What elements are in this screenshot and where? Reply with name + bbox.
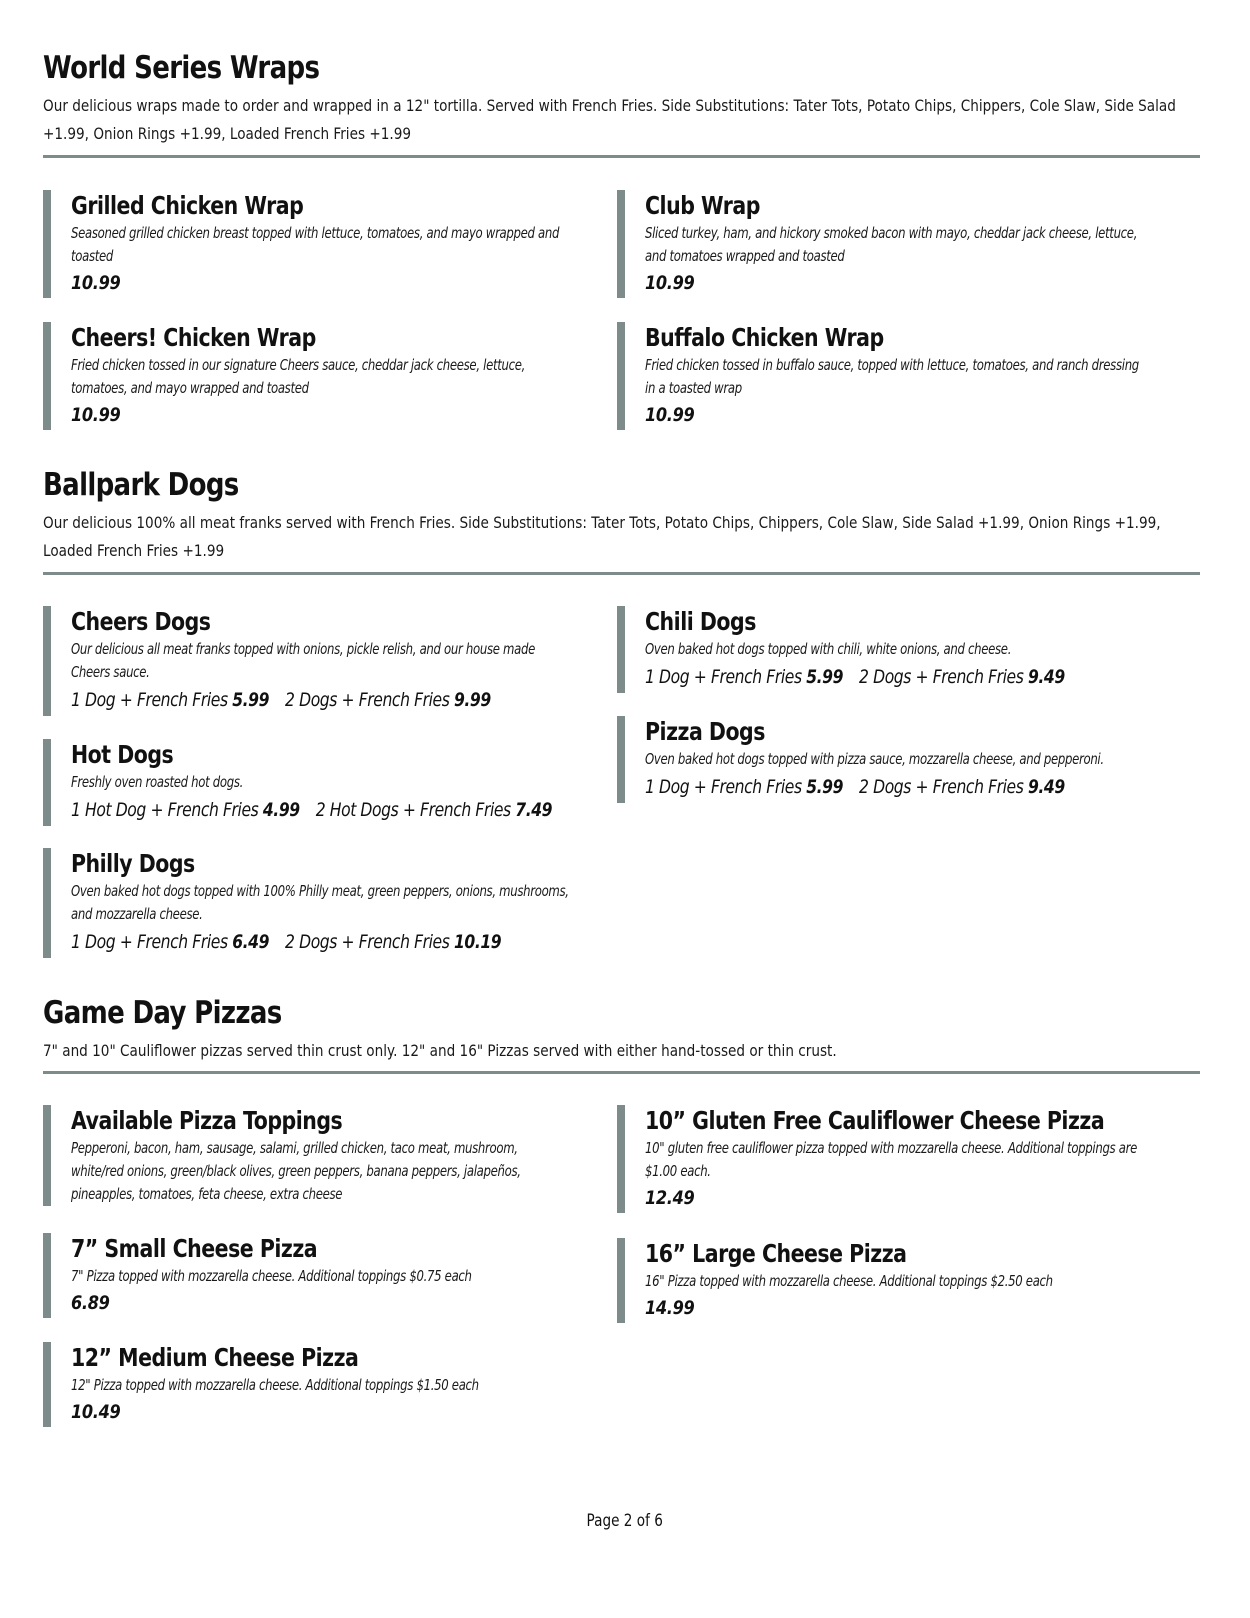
menu-item-buffalo-chicken-wrap xyxy=(617,322,1177,430)
item-description: Seasoned grilled chicken breast topped with lettuce, tomatoes, and mayo wrapped and toasted xyxy=(71,224,560,265)
item-name: Philly Dogs xyxy=(71,849,195,878)
menu-item-cheers-dogs xyxy=(43,606,603,716)
menu-item-gluten-free-pizza xyxy=(617,1105,1177,1213)
item-description: Sliced turkey, ham, and hickory smoked bacon with mayo, cheddar jack cheese, lettuce, and tomatoes wrapped and toasted xyxy=(645,224,1138,265)
section-divider xyxy=(43,155,1200,158)
section-description: 7" and 10" Cauliflower pizzas served thin crust only. 12" and 16" Pizzas served with either hand-tossed or thin crust. xyxy=(43,1041,837,1060)
item-name: Pizza Dogs xyxy=(645,717,765,746)
section-divider xyxy=(43,572,1200,575)
menu-item-pizza-dogs xyxy=(617,716,1177,803)
price-option: 2 Dogs + French Fries 9.99 xyxy=(285,689,491,711)
section-description: Our delicious 100% all meat franks served with French Fries. Side Substitutions: Tater Tots, Potato Chips, Chippers, Cole Slaw, Side Salad +1.99, Onion Rings +1.99, Loaded French Fries +1.99 xyxy=(43,513,1161,560)
item-price: 10.99 xyxy=(71,272,121,294)
item-description: 7" Pizza topped with mozzarella cheese. Additional toppings $0.75 each xyxy=(71,1267,472,1285)
item-description: Oven baked hot dogs topped with pizza sauce, mozzarella cheese, and pepperoni. xyxy=(645,750,1104,768)
price-option: 2 Dogs + French Fries 9.49 xyxy=(859,776,1065,798)
item-description: Fried chicken tossed in our signature Cheers sauce, cheddar jack cheese, lettuce, tomatoes, and mayo wrapped and toasted xyxy=(71,356,526,397)
item-price: 12.49 xyxy=(645,1187,695,1209)
section-title: Ballpark Dogs xyxy=(43,467,239,503)
item-price: 10.99 xyxy=(645,272,695,294)
price-option: 1 Dog + French Fries 6.49 xyxy=(71,931,270,953)
item-name: Cheers Dogs xyxy=(71,607,211,636)
price-options xyxy=(71,684,507,716)
price-options xyxy=(645,661,1081,693)
item-name: Chili Dogs xyxy=(645,607,756,636)
menu-item-small-cheese-pizza xyxy=(43,1233,603,1318)
price-options xyxy=(71,794,553,826)
price-options xyxy=(71,926,507,958)
section-wraps xyxy=(43,48,1200,148)
item-name: Available Pizza Toppings xyxy=(71,1106,343,1135)
price-option: 2 Dogs + French Fries 9.49 xyxy=(859,666,1065,688)
price-option: 2 Hot Dogs + French Fries 7.49 xyxy=(315,799,553,821)
section-description: Our delicious wraps made to order and wrapped in a 12" tortilla. Served with French Fries. Side Substitutions: Tater Tots, Potato Chips, Chippers, Cole Slaw, Side Salad +1.99, Onion Rings +1.99, Loaded French Fries +1.99 xyxy=(43,96,1176,143)
section-pizzas xyxy=(43,993,1200,1065)
menu-item-pizza-toppings xyxy=(43,1105,603,1206)
item-name: 12” Medium Cheese Pizza xyxy=(71,1343,359,1372)
item-description: Pepperoni, bacon, ham, sausage, salami, grilled chicken, taco meat, mushroom, white/red onions, green/black olives, green peppers, banana peppers, jalapeños, pineapples, tomatoes, feta cheese, extra cheese xyxy=(71,1139,521,1203)
item-name: Club Wrap xyxy=(645,191,760,220)
item-description: Oven baked hot dogs topped with 100% Philly meat, green peppers, onions, mushrooms, and mozzarella cheese. xyxy=(71,882,569,923)
menu-page xyxy=(43,0,1200,1618)
section-divider xyxy=(43,1071,1200,1074)
menu-item-grilled-chicken-wrap xyxy=(43,190,603,298)
price-option: 1 Dog + French Fries 5.99 xyxy=(645,776,844,798)
page-number: Page 2 of 6 xyxy=(586,1511,664,1531)
item-price: 10.99 xyxy=(645,404,695,426)
item-name: 16” Large Cheese Pizza xyxy=(645,1239,907,1268)
item-price: 6.89 xyxy=(71,1292,110,1314)
section-title: Game Day Pizzas xyxy=(43,995,282,1031)
item-name: Buffalo Chicken Wrap xyxy=(645,323,884,352)
menu-item-hot-dogs xyxy=(43,739,603,826)
item-description: Freshly oven roasted hot dogs. xyxy=(71,773,244,791)
price-options xyxy=(645,771,1081,803)
menu-item-club-wrap xyxy=(617,190,1177,298)
menu-item-medium-cheese-pizza xyxy=(43,1342,603,1427)
item-description: 10" gluten free cauliflower pizza topped with mozzarella cheese. Additional toppings are $1.00 each. xyxy=(645,1139,1137,1180)
item-name: Cheers! Chicken Wrap xyxy=(71,323,316,352)
menu-item-large-cheese-pizza xyxy=(617,1238,1177,1323)
item-description: Our delicious all meat franks topped with onions, pickle relish, and our house made Cheers sauce. xyxy=(71,640,535,681)
menu-item-chili-dogs xyxy=(617,606,1177,693)
section-title: World Series Wraps xyxy=(43,50,320,86)
section-dogs xyxy=(43,465,1200,565)
item-name: Hot Dogs xyxy=(71,740,174,769)
item-name: 7” Small Cheese Pizza xyxy=(71,1234,318,1263)
price-option: 1 Dog + French Fries 5.99 xyxy=(71,689,270,711)
price-option: 1 Dog + French Fries 5.99 xyxy=(645,666,844,688)
item-name: 10” Gluten Free Cauliflower Cheese Pizza xyxy=(645,1106,1105,1135)
price-option: 1 Hot Dog + French Fries 4.99 xyxy=(71,799,300,821)
item-price: 14.99 xyxy=(645,1297,695,1319)
item-description: Oven baked hot dogs topped with chili, white onions, and cheese. xyxy=(645,640,1012,658)
menu-item-philly-dogs xyxy=(43,848,603,958)
price-option: 2 Dogs + French Fries 10.19 xyxy=(285,931,502,953)
item-price: 10.49 xyxy=(71,1401,121,1423)
item-price: 10.99 xyxy=(71,404,121,426)
menu-item-cheers-chicken-wrap xyxy=(43,322,603,430)
item-description: Fried chicken tossed in buffalo sauce, topped with lettuce, tomatoes, and ranch dressing in a toasted wrap xyxy=(645,356,1139,397)
item-description: 12" Pizza topped with mozzarella cheese. Additional toppings $1.50 each xyxy=(71,1376,479,1394)
item-name: Grilled Chicken Wrap xyxy=(71,191,304,220)
item-description: 16" Pizza topped with mozzarella cheese. Additional toppings $2.50 each xyxy=(645,1272,1053,1290)
